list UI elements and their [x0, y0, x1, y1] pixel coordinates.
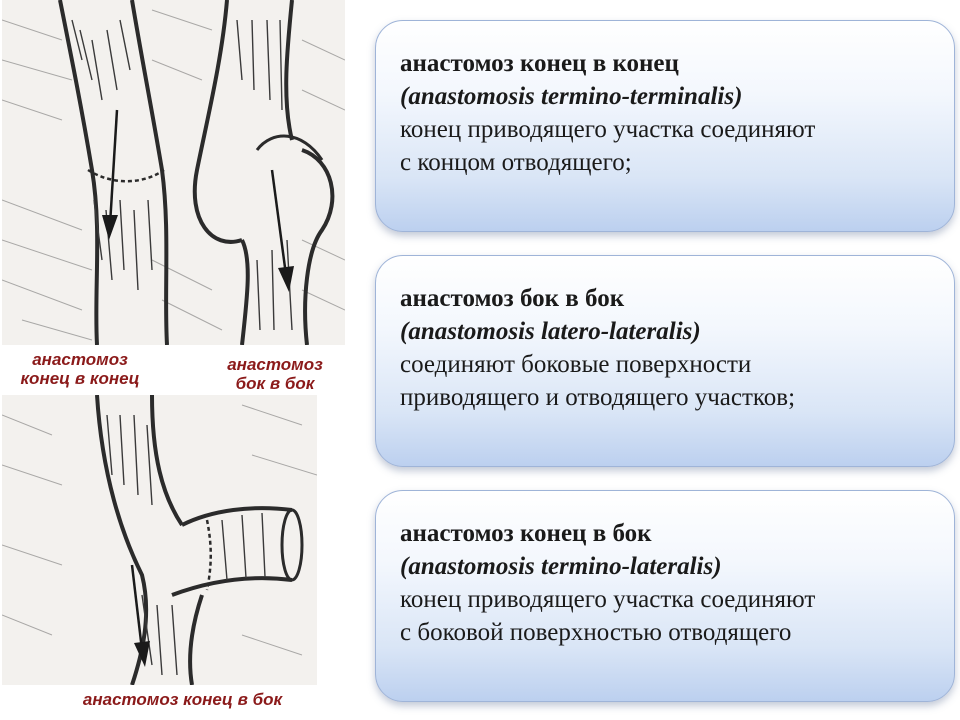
card-end-to-side [375, 490, 955, 702]
intestine-sketch-bottom [2, 395, 317, 685]
card-latin-term: (anastomosis termino-terminalis) [400, 83, 743, 110]
card-end-to-end [375, 20, 955, 232]
caption-side-to-side-line2: бок в бок [235, 374, 315, 393]
card-latin-term: (anastomosis latero-lateralis) [400, 318, 701, 345]
card-description-line: конец приводящего участка соединяют [400, 586, 816, 613]
intestine-sketch-top [2, 0, 345, 345]
card-side-to-side [375, 255, 955, 467]
card-description-line: соединяют боковые поверхности [400, 351, 752, 378]
card-description-line: с концом отводящего; [400, 149, 632, 176]
caption-end-to-end-line1: анастомоз [32, 350, 128, 369]
drawing-end-to-end-and-side-to-side [2, 0, 345, 345]
caption-end-to-end [10, 350, 150, 388]
card-latin-term: (anastomosis termino-lateralis) [400, 553, 722, 580]
card-description-line: конец приводящего участка соединяют [400, 116, 816, 143]
anastomosis-illustration [0, 0, 365, 720]
card-title: анастомоз конец в конец [400, 50, 679, 77]
caption-end-to-end-line2: конец в конец [20, 369, 140, 388]
caption-end-to-side: анастомоз конец в бок [82, 690, 283, 709]
card-description-line: приводящего и отводящего участков; [400, 384, 796, 411]
card-description-line: с боковой поверхностью отводящего [400, 619, 792, 646]
drawing-end-to-side [2, 395, 317, 685]
card-title: анастомоз конец в бок [400, 520, 652, 547]
card-title: анастомоз бок в бок [400, 285, 625, 312]
anastomosis-types-list [375, 20, 958, 710]
caption-side-to-side [215, 355, 335, 393]
caption-side-to-side-line1: анастомоз [227, 355, 323, 374]
